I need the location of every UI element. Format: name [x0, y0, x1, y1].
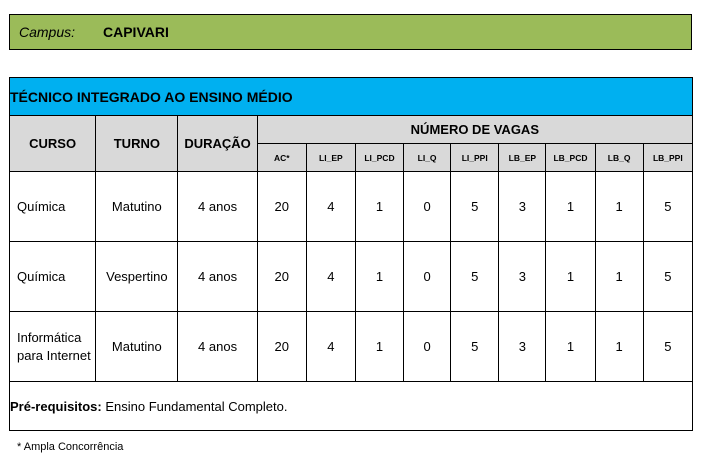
cell-vagas: 1	[595, 312, 643, 382]
cell-duracao: 4 anos	[178, 172, 257, 242]
cell-vagas: 3	[499, 242, 546, 312]
prerequisites-label: Pré-requisitos:	[10, 398, 102, 414]
header-quota: LI_Q	[404, 144, 451, 172]
cell-vagas: 1	[595, 172, 643, 242]
cell-vagas: 3	[499, 172, 546, 242]
cell-vagas: 5	[643, 312, 692, 382]
cell-vagas: 5	[643, 172, 692, 242]
cell-vagas: 1	[546, 312, 595, 382]
table-row	[10, 242, 693, 312]
cell-vagas: 0	[404, 242, 451, 312]
cell-turno: Matutino	[96, 312, 178, 382]
cell-vagas: 1	[355, 312, 403, 382]
cell-vagas: 0	[404, 172, 451, 242]
cell-curso-text: Informática para Internet	[17, 329, 91, 363]
cell-turno: Matutino	[96, 172, 178, 242]
header-quota: LI_PPI	[451, 144, 499, 172]
header-duracao: DURAÇÃO	[178, 116, 257, 172]
cell-vagas: 1	[546, 242, 595, 312]
header-quota: LI_EP	[306, 144, 355, 172]
campus-value: CAPIVARI	[103, 24, 169, 40]
prerequisites	[10, 382, 693, 431]
header-quota: LB_PCD	[546, 144, 595, 172]
table-row	[10, 312, 693, 382]
cell-duracao: 4 anos	[178, 312, 257, 382]
cell-vagas: 5	[451, 242, 499, 312]
header-quota: LB_EP	[499, 144, 546, 172]
cell-curso	[10, 312, 96, 382]
cell-vagas: 1	[355, 242, 403, 312]
cell-vagas: 20	[257, 312, 306, 382]
cell-vagas: 0	[404, 312, 451, 382]
cell-vagas: 4	[306, 242, 355, 312]
header-turno: TURNO	[96, 116, 178, 172]
cell-duracao: 4 anos	[178, 242, 257, 312]
cell-vagas: 4	[306, 172, 355, 242]
prerequisites-value: Ensino Fundamental Completo.	[105, 398, 288, 414]
cell-turno: Vespertino	[96, 242, 178, 312]
header-quota: LB_Q	[595, 144, 643, 172]
cell-vagas: 1	[546, 172, 595, 242]
footnote: * Ampla Concorrência	[17, 441, 124, 453]
section-title: TÉCNICO INTEGRADO AO ENSINO MÉDIO	[10, 78, 693, 116]
cell-vagas: 1	[355, 172, 403, 242]
campus-bar	[9, 14, 692, 50]
header-quota: AC*	[257, 144, 306, 172]
cell-vagas: 5	[451, 172, 499, 242]
cell-vagas: 20	[257, 172, 306, 242]
cell-vagas: 4	[306, 312, 355, 382]
header-numero-vagas: NÚMERO DE VAGAS	[257, 116, 692, 144]
cell-vagas: 5	[451, 312, 499, 382]
header-quota: LI_PCD	[355, 144, 403, 172]
cell-vagas: 3	[499, 312, 546, 382]
campus-label: Campus:	[19, 24, 76, 40]
cell-curso: Química	[10, 242, 96, 312]
cell-vagas: 5	[643, 242, 692, 312]
table-row	[10, 172, 693, 242]
header-curso: CURSO	[10, 116, 96, 172]
cell-vagas: 20	[257, 242, 306, 312]
header-quota: LB_PPI	[643, 144, 692, 172]
vagas-table	[9, 77, 693, 431]
cell-curso: Química	[10, 172, 96, 242]
cell-vagas: 1	[595, 242, 643, 312]
